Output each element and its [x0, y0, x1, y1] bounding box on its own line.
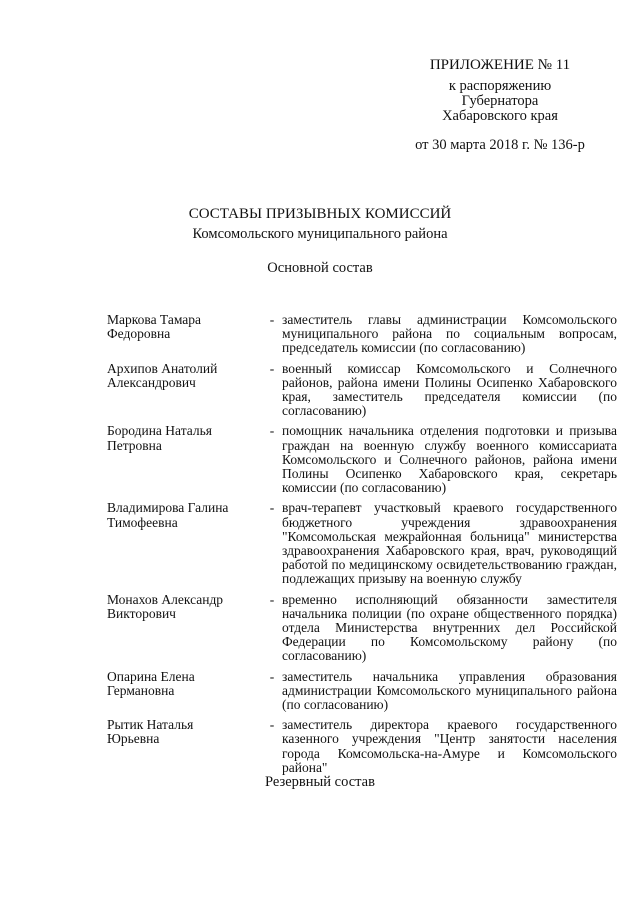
- member-row: [107, 670, 617, 713]
- member-role: военный комиссар Комсомольского и Солнечного районов, района имени Полины Осипенко Хабаровского края, заместитель председателя комиссии (по согласованию): [282, 360, 617, 419]
- member-row: [107, 362, 617, 419]
- member-name-line: Германовна: [107, 682, 175, 698]
- member-name: [107, 593, 262, 664]
- main-section-heading: Основной состав: [267, 260, 373, 276]
- appendix-line: Губернатора: [461, 93, 539, 109]
- dash-separator: -: [269, 360, 275, 376]
- member-name: [107, 313, 262, 356]
- appendix-line: Хабаровского края: [442, 108, 558, 124]
- member-role: временно исполняющий обязанности заместителя начальника полиции (по охране общественного порядка) отдела Министерства внутренних дел Российской Федерации по Комсомольскому району (по согласованию): [282, 591, 617, 664]
- member-name-line: Монахов Александр: [107, 591, 224, 607]
- member-name-line: Петровна: [107, 437, 162, 453]
- document-subtitle: Комсомольского муниципального района: [192, 226, 448, 242]
- dash-separator: -: [269, 423, 275, 439]
- dash-separator: -: [269, 717, 275, 733]
- member-name-line: Владимирова Галина: [107, 500, 229, 516]
- member-row: [107, 501, 617, 586]
- member-role: заместитель начальника управления образования администрации Комсомольского муниципального района (по согласованию): [282, 668, 617, 713]
- reserve-section-heading: Резервный состав: [265, 774, 375, 790]
- appendix-title: ПРИЛОЖЕНИЕ № 11: [429, 57, 571, 73]
- dash-separator: -: [269, 312, 275, 327]
- member-name-line: Тимофеевна: [107, 514, 178, 530]
- member-name-line: Юрьевна: [107, 731, 160, 747]
- dash-separator: -: [269, 591, 275, 607]
- member-row: [107, 313, 617, 356]
- member-name: [107, 670, 262, 713]
- member-name-line: Александрович: [107, 374, 196, 390]
- member-name-line: Маркова Тамара: [107, 312, 202, 327]
- member-name: [107, 718, 262, 775]
- appendix-date: от 30 марта 2018 г. № 136-р: [415, 137, 585, 153]
- member-name-line: Бородина Наталья: [107, 423, 212, 439]
- member-role: помощник начальника отделения подготовки и призыва граждан на военную службу военного комиссариата Комсомольского и Солнечного районов, района имени Полины Осипенко Хабаровского края, секретарь комиссии (по согласованию): [282, 423, 617, 496]
- member-row: [107, 424, 617, 495]
- members-list: [107, 313, 617, 781]
- member-name-line: Федоровна: [107, 326, 171, 342]
- member-name-line: Викторович: [107, 605, 176, 621]
- member-name: [107, 501, 262, 586]
- member-name: [107, 424, 262, 495]
- member-name: [107, 362, 262, 419]
- dash-separator: -: [269, 500, 275, 516]
- member-name-line: Рытик Наталья: [107, 717, 194, 733]
- member-row: [107, 593, 617, 664]
- appendix-block: [395, 58, 605, 153]
- member-name-line: Архипов Анатолий: [107, 360, 218, 376]
- member-role: заместитель главы администрации Комсомольского муниципального района по социальным вопросам, председатель комиссии (по согласованию): [282, 312, 617, 356]
- document-title: СОСТАВЫ ПРИЗЫВНЫХ КОМИССИЙ: [188, 206, 452, 222]
- member-row: [107, 718, 617, 775]
- member-role: врач-терапевт участковый краевого государственного бюджетного учреждения здравоохранения "Комсомольская межрайонная больница" министерства здравоохранения Хабаровского края, врач, руководящий работой по медицинскому освидетельствованию граждан, подлежащих призыву на военную службу: [282, 500, 617, 587]
- appendix-line: к распоряжению: [448, 78, 552, 94]
- member-role: заместитель директора краевого государственного казенного учреждения "Центр занятости населения города Комсомольска-на-Амуре и Комсомольского района": [282, 717, 617, 775]
- dash-separator: -: [269, 668, 275, 684]
- member-name-line: Опарина Елена: [107, 668, 195, 684]
